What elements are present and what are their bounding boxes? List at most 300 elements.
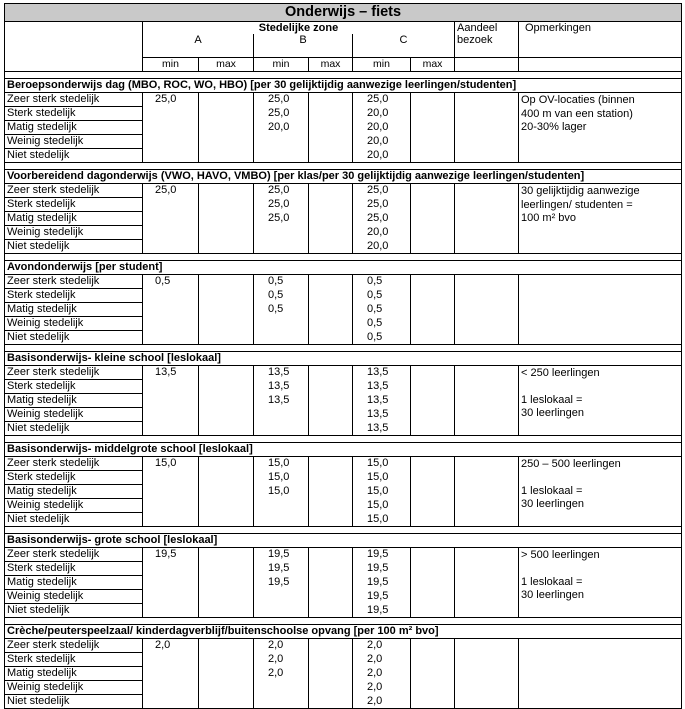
value-b-max (309, 226, 353, 240)
value-b-min (254, 590, 309, 604)
section-heading: Basisonderwijs- kleine school [leslokaal] (5, 352, 682, 366)
table-row (5, 639, 682, 653)
c-min-header: min (353, 58, 411, 72)
value-a-min (143, 499, 199, 513)
value-c-min: 13,5 (353, 394, 411, 408)
section-spacer (5, 72, 682, 79)
value-a-max (199, 394, 254, 408)
value-a-min: 13,5 (143, 366, 199, 380)
value-c-max (411, 275, 455, 289)
value-b-min: 13,5 (254, 394, 309, 408)
value-b-max (309, 408, 353, 422)
value-b-min: 20,0 (254, 121, 309, 135)
table-row (5, 366, 682, 380)
value-a-min (143, 226, 199, 240)
value-c-min: 19,5 (353, 548, 411, 562)
value-c-min: 25,0 (353, 198, 411, 212)
opmerkingen-cell (519, 184, 682, 254)
value-b-max (309, 394, 353, 408)
urbanity-label: Weinig stedelijk (5, 590, 143, 604)
opmerkingen-cell (519, 275, 682, 345)
value-a-max (199, 457, 254, 471)
value-a-min (143, 408, 199, 422)
value-b-max (309, 275, 353, 289)
value-c-min: 20,0 (353, 135, 411, 149)
value-a-min (143, 331, 199, 345)
opmerkingen-cell (519, 548, 682, 618)
urbanity-label: Sterk stedelijk (5, 471, 143, 485)
urbanity-label: Niet stedelijk (5, 604, 143, 618)
aandeel-bezoek-cell (455, 639, 519, 709)
value-c-min: 2,0 (353, 695, 411, 709)
section-heading: Basisonderwijs- grote school [leslokaal] (5, 534, 682, 548)
value-a-min: 25,0 (143, 184, 199, 198)
value-b-min (254, 317, 309, 331)
value-b-max (309, 471, 353, 485)
value-a-max (199, 485, 254, 499)
urbanity-label: Weinig stedelijk (5, 317, 143, 331)
remark-line: Op OV-locaties (binnen (521, 94, 635, 106)
value-b-min (254, 499, 309, 513)
value-a-min (143, 135, 199, 149)
urbanity-label: Matig stedelijk (5, 485, 143, 499)
value-a-min (143, 695, 199, 709)
value-a-max (199, 667, 254, 681)
value-c-min: 13,5 (353, 422, 411, 436)
value-b-max (309, 513, 353, 527)
value-b-max (309, 366, 353, 380)
table-row (5, 184, 682, 198)
value-c-max (411, 184, 455, 198)
value-b-max (309, 695, 353, 709)
urbanity-label: Weinig stedelijk (5, 135, 143, 149)
value-b-min: 0,5 (254, 275, 309, 289)
value-c-min: 0,5 (353, 289, 411, 303)
b-max-header: max (309, 58, 353, 72)
value-c-max (411, 457, 455, 471)
section-heading: Beroepsonderwijs dag (MBO, ROC, WO, HBO) [per 30 gelijktijdig aanwezige leerlingen/studenten] (5, 79, 682, 93)
onderwijs-fiets-table (4, 3, 682, 709)
value-c-min: 15,0 (353, 513, 411, 527)
value-a-min (143, 198, 199, 212)
section-spacer (5, 163, 682, 170)
urbanity-label: Zeer sterk stedelijk (5, 184, 143, 198)
value-b-min: 13,5 (254, 366, 309, 380)
value-a-max (199, 576, 254, 590)
value-a-min (143, 380, 199, 394)
urbanity-label: Niet stedelijk (5, 331, 143, 345)
value-b-min: 25,0 (254, 198, 309, 212)
value-b-min (254, 681, 309, 695)
value-a-max (199, 380, 254, 394)
urbanity-label: Sterk stedelijk (5, 653, 143, 667)
value-b-max (309, 149, 353, 163)
value-c-max (411, 548, 455, 562)
value-a-min: 0,5 (143, 275, 199, 289)
value-b-max (309, 576, 353, 590)
value-c-max (411, 226, 455, 240)
value-b-max (309, 548, 353, 562)
value-c-min: 2,0 (353, 639, 411, 653)
opmerkingen-subheader-cell (519, 58, 682, 72)
value-c-max (411, 198, 455, 212)
section-heading: Basisonderwijs- middelgrote school [leslokaal] (5, 443, 682, 457)
value-c-min: 19,5 (353, 604, 411, 618)
section-spacer (5, 527, 682, 534)
remark-line: 30 gelijktijdig aanwezige (521, 185, 640, 197)
value-a-min (143, 576, 199, 590)
value-b-min: 19,5 (254, 562, 309, 576)
value-b-min: 19,5 (254, 548, 309, 562)
value-b-min: 25,0 (254, 93, 309, 107)
section-heading: Avondonderwijs [per student] (5, 261, 682, 275)
value-c-max (411, 590, 455, 604)
value-b-max (309, 289, 353, 303)
header-corner-cell (5, 22, 143, 72)
urbanity-label: Matig stedelijk (5, 576, 143, 590)
value-b-min: 25,0 (254, 184, 309, 198)
value-c-max (411, 562, 455, 576)
value-b-min: 25,0 (254, 107, 309, 121)
remark-line: 20-30% lager (521, 121, 587, 134)
value-a-max (199, 240, 254, 254)
value-b-min (254, 408, 309, 422)
value-b-max (309, 639, 353, 653)
value-a-min (143, 604, 199, 618)
urbanity-label: Zeer sterk stedelijk (5, 457, 143, 471)
value-a-min (143, 121, 199, 135)
value-b-min: 0,5 (254, 289, 309, 303)
urbanity-label: Zeer sterk stedelijk (5, 93, 143, 107)
value-a-max (199, 590, 254, 604)
table-row (5, 93, 682, 107)
value-b-max (309, 499, 353, 513)
value-b-max (309, 107, 353, 121)
zone-b-header: B (254, 34, 353, 58)
value-a-max (199, 471, 254, 485)
value-c-min: 13,5 (353, 366, 411, 380)
value-b-max (309, 212, 353, 226)
value-b-max (309, 184, 353, 198)
value-a-min (143, 394, 199, 408)
urbanity-label: Matig stedelijk (5, 121, 143, 135)
value-c-max (411, 380, 455, 394)
urbanity-label: Niet stedelijk (5, 149, 143, 163)
value-b-max (309, 422, 353, 436)
section-heading: Crèche/peuterspeelzaal/ kinderdagverblijf/buitenschoolse opvang [per 100 m² bvo] (5, 625, 682, 639)
value-c-min: 19,5 (353, 576, 411, 590)
value-a-min (143, 653, 199, 667)
value-b-max (309, 457, 353, 471)
remark-line: < 250 leerlingen (521, 367, 600, 379)
urbanity-label: Weinig stedelijk (5, 681, 143, 695)
value-b-min (254, 513, 309, 527)
value-a-min (143, 317, 199, 331)
a-max-header: max (199, 58, 254, 72)
value-b-max (309, 331, 353, 345)
value-b-min: 15,0 (254, 471, 309, 485)
remark-spacer (521, 472, 679, 485)
value-b-max (309, 653, 353, 667)
value-a-min (143, 681, 199, 695)
value-b-max (309, 380, 353, 394)
value-b-min (254, 226, 309, 240)
value-a-min (143, 289, 199, 303)
remark-spacer (521, 563, 679, 576)
value-a-min (143, 590, 199, 604)
value-a-min (143, 485, 199, 499)
value-b-max (309, 485, 353, 499)
value-a-max (199, 695, 254, 709)
opmerkingen-header: Opmerkingen (519, 22, 682, 58)
value-c-max (411, 93, 455, 107)
value-c-max (411, 422, 455, 436)
urbanity-label: Sterk stedelijk (5, 380, 143, 394)
value-c-min: 15,0 (353, 471, 411, 485)
value-b-min (254, 135, 309, 149)
value-c-min: 20,0 (353, 107, 411, 121)
value-a-max (199, 198, 254, 212)
remark-line: 30 leerlingen (521, 407, 584, 420)
urbanity-label: Zeer sterk stedelijk (5, 548, 143, 562)
value-b-max (309, 303, 353, 317)
section-spacer (5, 345, 682, 352)
value-b-max (309, 681, 353, 695)
urbanity-label: Weinig stedelijk (5, 499, 143, 513)
value-a-max (199, 562, 254, 576)
value-c-max (411, 695, 455, 709)
value-c-min: 25,0 (353, 93, 411, 107)
table-row (5, 457, 682, 471)
value-c-max (411, 408, 455, 422)
value-c-min: 15,0 (353, 457, 411, 471)
remark-line: > 500 leerlingen (521, 549, 600, 561)
aandeel-subheader-cell (455, 58, 519, 72)
value-c-max (411, 135, 455, 149)
urbanity-label: Niet stedelijk (5, 240, 143, 254)
value-b-max (309, 198, 353, 212)
aandeel-bezoek-cell (455, 275, 519, 345)
value-b-min: 2,0 (254, 667, 309, 681)
value-c-max (411, 149, 455, 163)
value-c-min: 15,0 (353, 485, 411, 499)
urbanity-label: Niet stedelijk (5, 513, 143, 527)
value-c-max (411, 121, 455, 135)
remark-line: 30 leerlingen (521, 498, 584, 511)
urbanity-label: Matig stedelijk (5, 394, 143, 408)
value-a-max (199, 653, 254, 667)
value-b-max (309, 667, 353, 681)
urbanity-label: Matig stedelijk (5, 303, 143, 317)
urbanity-label: Sterk stedelijk (5, 562, 143, 576)
zone-a-header: A (143, 34, 254, 58)
value-a-max (199, 275, 254, 289)
value-c-min: 19,5 (353, 590, 411, 604)
value-c-min: 0,5 (353, 317, 411, 331)
value-b-min: 15,0 (254, 457, 309, 471)
urbanity-label: Zeer sterk stedelijk (5, 366, 143, 380)
urbanity-label: Matig stedelijk (5, 212, 143, 226)
section-spacer (5, 436, 682, 443)
value-a-min: 19,5 (143, 548, 199, 562)
value-a-min: 15,0 (143, 457, 199, 471)
aandeel-bezoek-header: Aandeel bezoek (455, 22, 519, 58)
opmerkingen-cell (519, 639, 682, 709)
table-row (5, 275, 682, 289)
value-a-max (199, 422, 254, 436)
value-a-min (143, 240, 199, 254)
value-a-max (199, 184, 254, 198)
urbanity-label: Sterk stedelijk (5, 107, 143, 121)
urbanity-label: Matig stedelijk (5, 667, 143, 681)
urbanity-label: Sterk stedelijk (5, 198, 143, 212)
value-b-min (254, 149, 309, 163)
urbanity-label: Niet stedelijk (5, 422, 143, 436)
value-b-min: 2,0 (254, 639, 309, 653)
value-a-max (199, 639, 254, 653)
value-c-min: 0,5 (353, 303, 411, 317)
value-c-min: 20,0 (353, 149, 411, 163)
remark-line: 1 leslokaal = (521, 575, 583, 588)
value-a-max (199, 289, 254, 303)
a-min-header: min (143, 58, 199, 72)
section-spacer (5, 618, 682, 625)
value-a-max (199, 513, 254, 527)
value-a-max (199, 681, 254, 695)
value-a-min (143, 667, 199, 681)
value-c-min: 0,5 (353, 331, 411, 345)
zone-c-header: C (353, 34, 455, 58)
value-c-max (411, 240, 455, 254)
value-a-min: 25,0 (143, 93, 199, 107)
value-b-min (254, 604, 309, 618)
value-a-min (143, 107, 199, 121)
c-max-header: max (411, 58, 455, 72)
value-b-min (254, 422, 309, 436)
value-a-max (199, 226, 254, 240)
value-c-max (411, 667, 455, 681)
value-c-min: 20,0 (353, 240, 411, 254)
value-b-max (309, 135, 353, 149)
value-c-max (411, 289, 455, 303)
value-b-max (309, 562, 353, 576)
value-a-max (199, 548, 254, 562)
value-c-max (411, 681, 455, 695)
value-a-min (143, 513, 199, 527)
value-a-min (143, 471, 199, 485)
value-c-max (411, 394, 455, 408)
parking-norms-table-wrapper (4, 3, 681, 709)
value-a-min (143, 212, 199, 226)
value-a-max (199, 366, 254, 380)
value-b-min (254, 240, 309, 254)
value-c-min: 25,0 (353, 184, 411, 198)
value-c-max (411, 604, 455, 618)
value-a-max (199, 121, 254, 135)
value-a-max (199, 331, 254, 345)
value-b-max (309, 590, 353, 604)
remark-line: 1 leslokaal = (521, 393, 583, 406)
value-c-min: 20,0 (353, 226, 411, 240)
value-b-min: 2,0 (254, 653, 309, 667)
value-a-max (199, 212, 254, 226)
urbanity-label: Zeer sterk stedelijk (5, 275, 143, 289)
value-a-max (199, 149, 254, 163)
value-b-max (309, 93, 353, 107)
remark-line: 400 m van een station) (521, 107, 633, 120)
value-c-max (411, 485, 455, 499)
value-c-max (411, 576, 455, 590)
value-b-max (309, 121, 353, 135)
value-a-max (199, 604, 254, 618)
value-c-max (411, 331, 455, 345)
aandeel-bezoek-cell (455, 548, 519, 618)
opmerkingen-cell (519, 457, 682, 527)
value-b-max (309, 317, 353, 331)
value-c-max (411, 513, 455, 527)
urbanity-label: Sterk stedelijk (5, 289, 143, 303)
value-b-min: 19,5 (254, 576, 309, 590)
value-c-max (411, 499, 455, 513)
urbanity-label: Niet stedelijk (5, 695, 143, 709)
value-a-max (199, 408, 254, 422)
remark-line: 30 leerlingen (521, 589, 584, 602)
aandeel-bezoek-cell (455, 366, 519, 436)
value-a-min (143, 149, 199, 163)
value-c-min: 13,5 (353, 380, 411, 394)
value-a-min: 2,0 (143, 639, 199, 653)
value-b-max (309, 604, 353, 618)
section-heading: Voorbereidend dagonderwijs (VWO, HAVO, VMBO) [per klas/per 30 gelijktijdig aanwezige leerlingen/studenten] (5, 170, 682, 184)
value-b-min: 15,0 (254, 485, 309, 499)
value-b-min: 25,0 (254, 212, 309, 226)
value-c-min: 13,5 (353, 408, 411, 422)
value-a-max (199, 107, 254, 121)
aandeel-bezoek-cell (455, 93, 519, 163)
value-c-max (411, 212, 455, 226)
opmerkingen-cell (519, 366, 682, 436)
remark-line: leerlingen/ studenten = (521, 198, 633, 211)
value-c-max (411, 366, 455, 380)
value-b-min (254, 695, 309, 709)
value-b-max (309, 240, 353, 254)
table-row (5, 548, 682, 562)
value-c-max (411, 303, 455, 317)
value-a-min (143, 422, 199, 436)
value-a-min (143, 303, 199, 317)
aandeel-bezoek-cell (455, 184, 519, 254)
remark-line: 1 leslokaal = (521, 484, 583, 497)
value-a-max (199, 303, 254, 317)
remark-line: 250 – 500 leerlingen (521, 458, 621, 470)
value-a-max (199, 135, 254, 149)
remark-line: 100 m² bvo (521, 212, 577, 225)
stedelijke-zone-header: Stedelijke zone (143, 22, 455, 35)
value-c-max (411, 471, 455, 485)
value-a-max (199, 317, 254, 331)
value-c-max (411, 317, 455, 331)
value-c-min: 2,0 (353, 681, 411, 695)
value-b-min: 0,5 (254, 303, 309, 317)
urbanity-label: Weinig stedelijk (5, 408, 143, 422)
value-c-min: 2,0 (353, 667, 411, 681)
urbanity-label: Weinig stedelijk (5, 226, 143, 240)
remark-spacer (521, 381, 679, 394)
b-min-header: min (254, 58, 309, 72)
value-c-max (411, 639, 455, 653)
value-a-max (199, 499, 254, 513)
value-a-min (143, 562, 199, 576)
